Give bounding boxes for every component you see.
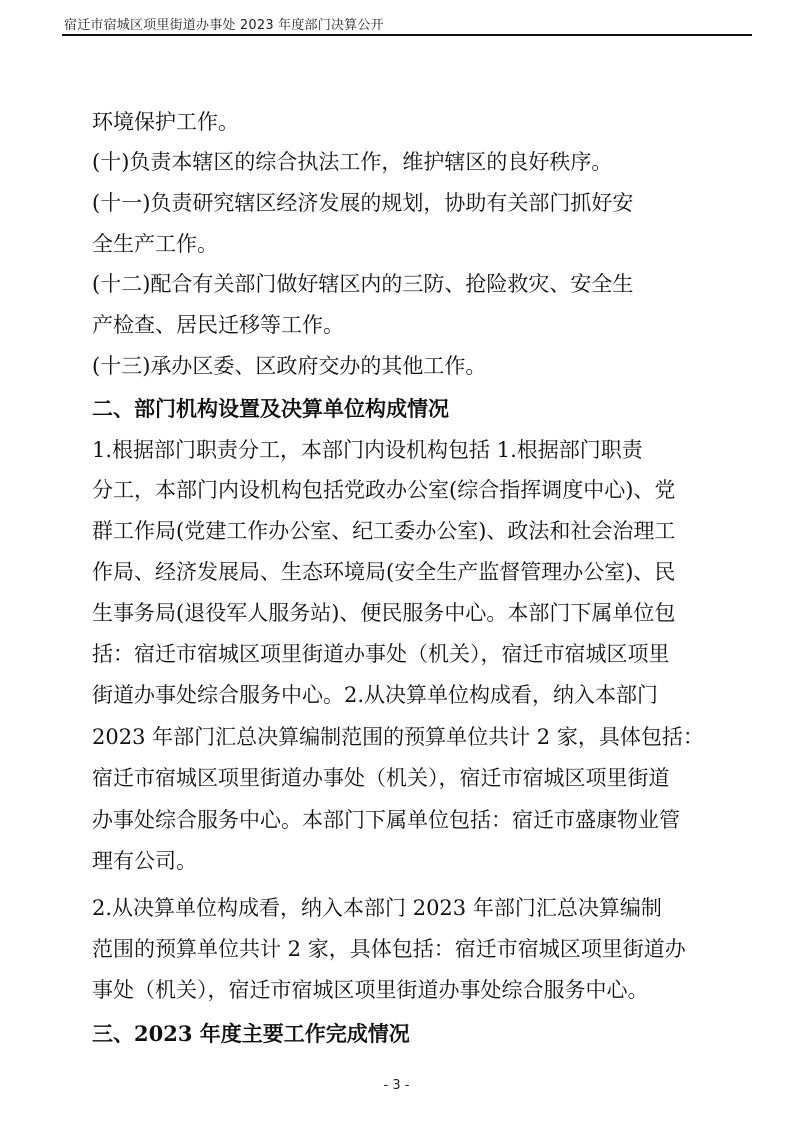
body-line: 作局、经济发展局、生态环境局(安全生产监督管理办公室)、民 [92,560,676,584]
header-divider [62,34,752,36]
body-line: 环境保护工作。 [92,110,239,134]
body-line: (十)负责本辖区的综合执法工作，维护辖区的良好秩序。 [92,150,613,174]
section-heading: 三、2023 年度主要工作完成情况 [92,1021,410,1046]
body-line: 街道办事处综合服务中心。2.从决算单位构成看，纳入本部门 [92,683,659,707]
body-line: (十一)负责研究辖区经济发展的规划，协助有关部门抓好安 [92,191,634,215]
body-line: 1.根据部门职责分工，本部门内设机构包括 1.根据部门职责 [92,438,643,462]
body-line: (十二)配合有关部门做好辖区内的三防、抢险救灾、安全生 [92,272,634,296]
body-line: 办事处综合服务中心。本部门下属单位包括：宿迁市盛康物业管 [92,808,680,832]
body-line: 括：宿迁市宿城区项里街道办事处（机关），宿迁市宿城区项里 [92,642,670,666]
body-line: (十三)承办区委、区政府交办的其他工作。 [92,354,487,378]
body-line: 理有公司。 [92,849,197,873]
section-heading: 二、部门机构设置及决算单位构成情况 [92,396,449,421]
body-line: 2.从决算单位构成看，纳入本部门 2023 年部门汇总决算编制 [92,896,662,920]
body-line: 生事务局(退役军人服务站)、便民服务中心。本部门下属单位包 [92,601,676,625]
body-line: 事处（机关），宿迁市宿城区项里街道办事处综合服务中心。 [92,978,649,1002]
document-header-title: 宿迁市宿城区项里街道办事处 2023 年度部门决算公开 [64,18,384,33]
body-line: 宿迁市宿城区项里街道办事处（机关），宿迁市宿城区项里街道 [92,766,670,790]
page-number: - 3 - [383,1078,410,1093]
body-line: 群工作局(党建工作办公室、纪工委办公室)、政法和社会治理工 [92,519,676,543]
body-line: 全生产工作。 [92,232,218,256]
body-line: 范围的预算单位共计 2 家，具体包括：宿迁市宿城区项里街道办 [92,937,686,961]
body-line: 分工，本部门内设机构包括党政办公室(综合指挥调度中心)、党 [92,478,676,502]
body-line: 2023 年部门汇总决算编制范围的预算单位共计 2 家，具体包括： [92,725,704,749]
body-line: 产检查、居民迁移等工作。 [92,313,344,337]
